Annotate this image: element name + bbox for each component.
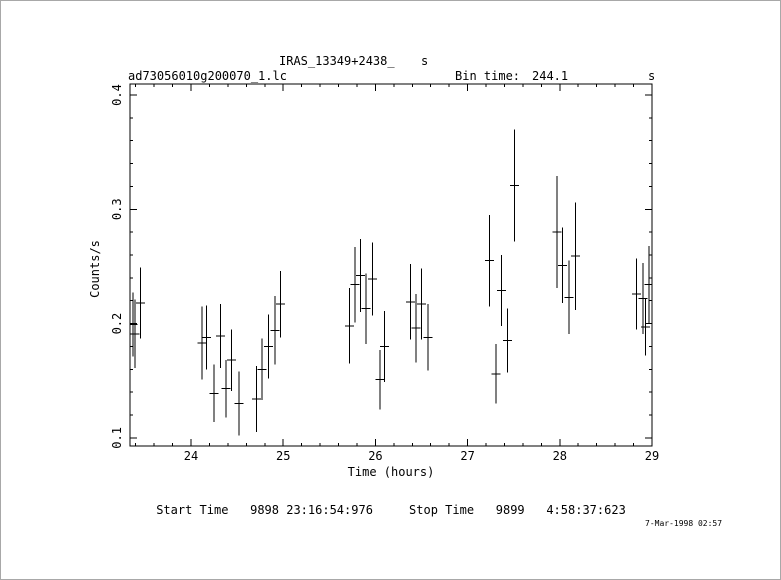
filename-label: ad73056010g200070_1.lc [128,69,287,83]
x-axis-label: Time (hours) [347,465,435,479]
bin-time-label: Bin time: [455,69,521,83]
plot-frame [130,84,652,446]
data-point [376,350,385,409]
data-point [571,202,580,309]
data-point [423,304,432,370]
data-point [136,268,145,339]
data-point [510,129,519,241]
y-axis-label: Counts/s [88,240,102,298]
bin-time-value: 244.1 [532,69,569,83]
data-point [356,239,365,312]
x-tick-label: 27 [460,449,475,463]
x-tick-label: 24 [183,449,199,463]
data-point [252,366,261,432]
data-point [485,215,494,306]
data-point [198,306,207,379]
data-point [632,258,641,329]
data-point [362,273,371,344]
data-point [492,344,501,403]
bin-time-unit: s [648,69,656,83]
plot-title-suffix: s [421,54,429,68]
data-point [558,228,567,303]
x-tick-label: 29 [644,449,660,463]
data-point [258,338,267,400]
data-point [503,309,512,373]
data-point [276,271,285,337]
data-point [351,247,360,322]
data-point [553,176,562,288]
data-point [227,329,236,391]
plot-title: IRAS_13349+2438_ [279,54,395,68]
data-point [497,255,506,326]
data-series [128,129,653,435]
y-tick-label: 0.2 [110,312,124,335]
y-tick-label: 0.1 [110,427,124,449]
data-point [234,372,243,436]
data-point [380,311,389,382]
creation-timestamp: 7-Mar-1998 02:57 [645,519,723,528]
data-point [368,242,377,315]
data-point [222,360,231,417]
y-tick-label: 0.4 [110,84,124,106]
y-tick-label: 0.3 [110,198,124,221]
data-point [270,296,279,365]
data-point [210,365,219,422]
data-point [130,300,139,369]
start-stop-times: Start Time 9898 23:16:54:976 Stop Time 9899 4:58:37:623 [156,503,626,517]
data-point [345,288,354,363]
x-tick-label: 25 [275,449,291,463]
x-tick-label: 26 [368,449,383,463]
data-point [417,269,426,340]
data-point [565,261,574,334]
x-tick-label: 28 [552,449,568,463]
data-point [216,304,225,368]
chart-canvas [1,1,781,580]
data-point [202,305,211,369]
